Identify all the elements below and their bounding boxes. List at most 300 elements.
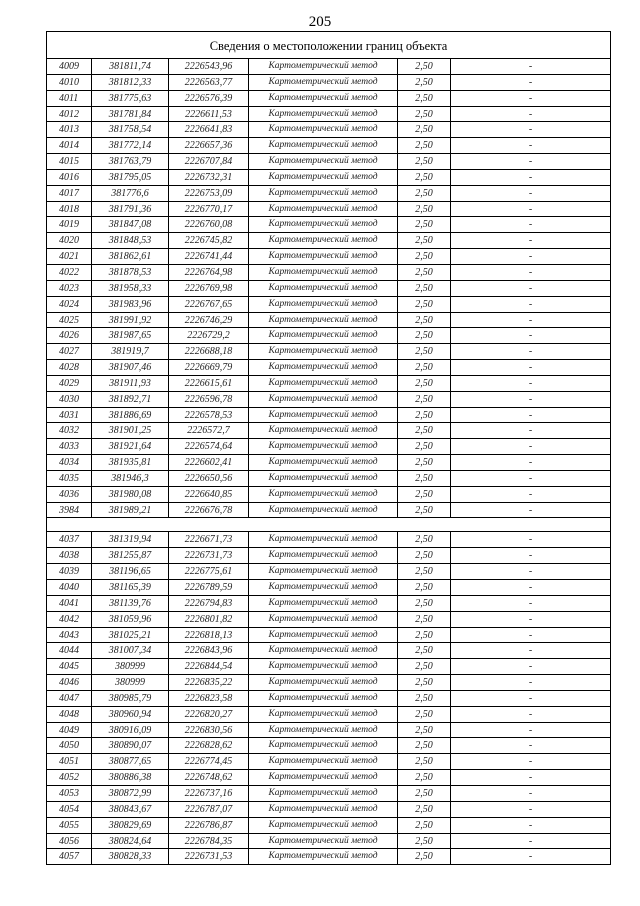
accuracy-cell: 2,50 xyxy=(398,612,451,627)
table-row xyxy=(47,91,610,107)
method-cell: Картометрический метод xyxy=(249,675,398,690)
table-row xyxy=(47,723,610,739)
method-cell: Картометрический метод xyxy=(249,328,398,343)
point-number-cell: 4034 xyxy=(47,455,92,470)
method-cell: Картометрический метод xyxy=(249,107,398,122)
method-cell: Картометрический метод xyxy=(249,849,398,864)
method-cell: Картометрический метод xyxy=(249,59,398,74)
accuracy-cell: 2,50 xyxy=(398,580,451,595)
table-row xyxy=(47,297,610,313)
point-number-cell: 4018 xyxy=(47,202,92,217)
x-coordinate-cell: 381763,79 xyxy=(92,154,169,169)
x-coordinate-cell: 381811,74 xyxy=(92,59,169,74)
accuracy-cell: 2,50 xyxy=(398,659,451,674)
y-coordinate-cell: 2226574,64 xyxy=(169,439,249,454)
point-number-cell: 4012 xyxy=(47,107,92,122)
x-coordinate-cell: 381848,53 xyxy=(92,233,169,248)
table-row xyxy=(47,59,610,75)
y-coordinate-cell: 2226753,09 xyxy=(169,186,249,201)
point-number-cell: 4046 xyxy=(47,675,92,690)
point-number-cell: 4030 xyxy=(47,392,92,407)
x-coordinate-cell: 381989,21 xyxy=(92,503,169,518)
y-coordinate-cell: 2226820,27 xyxy=(169,707,249,722)
x-coordinate-cell: 381886,69 xyxy=(92,408,169,423)
description-cell: - xyxy=(528,92,533,104)
accuracy-cell: 2,50 xyxy=(398,392,451,407)
x-coordinate-cell: 381059,96 xyxy=(92,612,169,627)
y-coordinate-cell: 2226787,07 xyxy=(169,802,249,817)
accuracy-cell: 2,50 xyxy=(398,834,451,849)
description-cell: - xyxy=(528,740,533,752)
accuracy-cell: 2,50 xyxy=(398,249,451,264)
table-body xyxy=(46,59,611,865)
table-row xyxy=(47,170,610,186)
point-number-cell: 4016 xyxy=(47,170,92,185)
accuracy-cell: 2,50 xyxy=(398,628,451,643)
x-coordinate-cell: 381025,21 xyxy=(92,628,169,643)
table-row xyxy=(47,455,610,471)
accuracy-cell: 2,50 xyxy=(398,455,451,470)
y-coordinate-cell: 2226543,96 xyxy=(169,59,249,74)
y-coordinate-cell: 2226748,62 xyxy=(169,770,249,785)
y-coordinate-cell: 2226737,16 xyxy=(169,786,249,801)
x-coordinate-cell: 381991,92 xyxy=(92,313,169,328)
method-cell: Картометрический метод xyxy=(249,612,398,627)
x-coordinate-cell: 381772,14 xyxy=(92,138,169,153)
table-row xyxy=(47,249,610,265)
accuracy-cell: 2,50 xyxy=(398,770,451,785)
method-cell: Картометрический метод xyxy=(249,596,398,611)
accuracy-cell: 2,50 xyxy=(398,802,451,817)
point-number-cell: 3984 xyxy=(47,503,92,518)
accuracy-cell: 2,50 xyxy=(398,138,451,153)
point-number-cell: 4027 xyxy=(47,344,92,359)
accuracy-cell: 2,50 xyxy=(398,675,451,690)
point-number-cell: 4052 xyxy=(47,770,92,785)
y-coordinate-cell: 2226657,36 xyxy=(169,138,249,153)
method-cell: Картометрический метод xyxy=(249,455,398,470)
description-cell: - xyxy=(528,692,533,704)
method-cell: Картометрический метод xyxy=(249,138,398,153)
method-cell: Картометрический метод xyxy=(249,233,398,248)
point-number-cell: 4050 xyxy=(47,738,92,753)
x-coordinate-cell: 381781,84 xyxy=(92,107,169,122)
table-row xyxy=(47,849,610,865)
description-cell: - xyxy=(528,330,533,342)
description-cell: - xyxy=(528,550,533,562)
point-number-cell: 4048 xyxy=(47,707,92,722)
accuracy-cell: 2,50 xyxy=(398,503,451,518)
description-cell: - xyxy=(528,156,533,168)
description-cell: - xyxy=(528,534,533,546)
table-row xyxy=(47,107,610,123)
description-cell: - xyxy=(528,441,533,453)
x-coordinate-cell: 380960,94 xyxy=(92,707,169,722)
description-cell: - xyxy=(528,645,533,657)
description-cell: - xyxy=(528,108,533,120)
y-coordinate-cell: 2226770,17 xyxy=(169,202,249,217)
accuracy-cell: 2,50 xyxy=(398,532,451,547)
table-row xyxy=(47,487,610,503)
x-coordinate-cell: 380916,09 xyxy=(92,723,169,738)
description-cell: - xyxy=(528,140,533,152)
method-cell: Картометрический метод xyxy=(249,770,398,785)
accuracy-cell: 2,50 xyxy=(398,170,451,185)
description-cell: - xyxy=(528,787,533,799)
accuracy-cell: 2,50 xyxy=(398,233,451,248)
method-cell: Картометрический метод xyxy=(249,818,398,833)
accuracy-cell: 2,50 xyxy=(398,217,451,232)
method-cell: Картометрический метод xyxy=(249,313,398,328)
y-coordinate-cell: 2226572,7 xyxy=(169,423,249,438)
accuracy-cell: 2,50 xyxy=(398,360,451,375)
x-coordinate-cell: 381983,96 xyxy=(92,297,169,312)
method-cell: Картометрический метод xyxy=(249,408,398,423)
point-number-cell: 4039 xyxy=(47,564,92,579)
x-coordinate-cell: 381892,71 xyxy=(92,392,169,407)
y-coordinate-cell: 2226844,54 xyxy=(169,659,249,674)
table-row xyxy=(47,580,610,596)
point-number-cell: 4036 xyxy=(47,487,92,502)
x-coordinate-cell: 380877,65 xyxy=(92,754,169,769)
accuracy-cell: 2,50 xyxy=(398,281,451,296)
point-number-cell: 4041 xyxy=(47,596,92,611)
table-row xyxy=(47,707,610,723)
table-row xyxy=(47,154,610,170)
table-row xyxy=(47,217,610,233)
y-coordinate-cell: 2226774,45 xyxy=(169,754,249,769)
point-number-cell: 4035 xyxy=(47,471,92,486)
description-cell: - xyxy=(528,282,533,294)
x-coordinate-cell: 381319,94 xyxy=(92,532,169,547)
accuracy-cell: 2,50 xyxy=(398,91,451,106)
accuracy-cell: 2,50 xyxy=(398,691,451,706)
accuracy-cell: 2,50 xyxy=(398,471,451,486)
table-row xyxy=(47,281,610,297)
x-coordinate-cell: 381196,65 xyxy=(92,564,169,579)
table-row xyxy=(47,503,610,519)
description-cell: - xyxy=(528,187,533,199)
method-cell: Картометрический метод xyxy=(249,344,398,359)
description-cell: - xyxy=(528,377,533,389)
point-number-cell: 4010 xyxy=(47,75,92,90)
y-coordinate-cell: 2226786,87 xyxy=(169,818,249,833)
table-row xyxy=(47,818,610,834)
description-cell: - xyxy=(528,251,533,263)
y-coordinate-cell: 2226828,62 xyxy=(169,738,249,753)
description-cell: - xyxy=(528,803,533,815)
method-cell: Картометрический метод xyxy=(249,643,398,658)
x-coordinate-cell: 381980,08 xyxy=(92,487,169,502)
accuracy-cell: 2,50 xyxy=(398,107,451,122)
x-coordinate-cell: 381935,81 xyxy=(92,455,169,470)
point-number-cell: 4056 xyxy=(47,834,92,849)
method-cell: Картометрический метод xyxy=(249,217,398,232)
point-number-cell: 4031 xyxy=(47,408,92,423)
x-coordinate-cell: 381901,25 xyxy=(92,423,169,438)
accuracy-cell: 2,50 xyxy=(398,596,451,611)
x-coordinate-cell: 381812,33 xyxy=(92,75,169,90)
y-coordinate-cell: 2226746,29 xyxy=(169,313,249,328)
table-row xyxy=(47,344,610,360)
page-number: 205 xyxy=(308,14,332,30)
point-number-cell: 4019 xyxy=(47,217,92,232)
x-coordinate-cell: 381165,39 xyxy=(92,580,169,595)
y-coordinate-cell: 2226731,73 xyxy=(169,548,249,563)
x-coordinate-cell: 380843,67 xyxy=(92,802,169,817)
point-number-cell: 4009 xyxy=(47,59,92,74)
y-coordinate-cell: 2226764,98 xyxy=(169,265,249,280)
point-number-cell: 4057 xyxy=(47,849,92,864)
accuracy-cell: 2,50 xyxy=(398,643,451,658)
x-coordinate-cell: 380872,99 xyxy=(92,786,169,801)
table-row xyxy=(47,548,610,564)
table-row xyxy=(47,439,610,455)
x-coordinate-cell: 381139,76 xyxy=(92,596,169,611)
point-number-cell: 4055 xyxy=(47,818,92,833)
x-coordinate-cell: 381758,54 xyxy=(92,122,169,137)
method-cell: Картометрический метод xyxy=(249,564,398,579)
y-coordinate-cell: 2226731,53 xyxy=(169,849,249,864)
point-number-cell: 4032 xyxy=(47,423,92,438)
y-coordinate-cell: 2226745,82 xyxy=(169,233,249,248)
y-coordinate-cell: 2226596,78 xyxy=(169,392,249,407)
table-row xyxy=(47,423,610,439)
method-cell: Картометрический метод xyxy=(249,786,398,801)
accuracy-cell: 2,50 xyxy=(398,265,451,280)
point-number-cell: 4015 xyxy=(47,154,92,169)
method-cell: Картометрический метод xyxy=(249,392,398,407)
x-coordinate-cell: 381921,64 xyxy=(92,439,169,454)
accuracy-cell: 2,50 xyxy=(398,75,451,90)
table-row xyxy=(47,186,610,202)
y-coordinate-cell: 2226676,78 xyxy=(169,503,249,518)
description-cell: - xyxy=(528,393,533,405)
point-number-cell: 4021 xyxy=(47,249,92,264)
method-cell: Картометрический метод xyxy=(249,439,398,454)
description-cell: - xyxy=(528,851,533,863)
table-row xyxy=(47,628,610,644)
method-cell: Картометрический метод xyxy=(249,754,398,769)
point-number-cell: 4014 xyxy=(47,138,92,153)
x-coordinate-cell: 381946,3 xyxy=(92,471,169,486)
description-cell: - xyxy=(528,661,533,673)
table-row xyxy=(47,659,610,675)
method-cell: Картометрический метод xyxy=(249,503,398,518)
method-cell: Картометрический метод xyxy=(249,532,398,547)
description-cell: - xyxy=(528,613,533,625)
point-number-cell: 4037 xyxy=(47,532,92,547)
accuracy-cell: 2,50 xyxy=(398,564,451,579)
point-number-cell: 4049 xyxy=(47,723,92,738)
y-coordinate-cell: 2226784,35 xyxy=(169,834,249,849)
description-cell: - xyxy=(528,756,533,768)
method-cell: Картометрический метод xyxy=(249,249,398,264)
x-coordinate-cell: 381776,6 xyxy=(92,186,169,201)
table-row xyxy=(47,313,610,329)
description-cell: - xyxy=(528,504,533,516)
table-row xyxy=(47,532,610,548)
point-number-cell: 4051 xyxy=(47,754,92,769)
description-cell: - xyxy=(528,362,533,374)
accuracy-cell: 2,50 xyxy=(398,376,451,391)
accuracy-cell: 2,50 xyxy=(398,849,451,864)
accuracy-cell: 2,50 xyxy=(398,723,451,738)
description-cell: - xyxy=(528,819,533,831)
method-cell: Картометрический метод xyxy=(249,154,398,169)
table-row xyxy=(47,834,610,850)
description-cell: - xyxy=(528,219,533,231)
point-number-cell: 4042 xyxy=(47,612,92,627)
table-row xyxy=(47,408,610,424)
y-coordinate-cell: 2226640,85 xyxy=(169,487,249,502)
x-coordinate-cell: 381987,65 xyxy=(92,328,169,343)
description-cell: - xyxy=(528,488,533,500)
x-coordinate-cell: 380890,07 xyxy=(92,738,169,753)
y-coordinate-cell: 2226775,61 xyxy=(169,564,249,579)
x-coordinate-cell: 381862,61 xyxy=(92,249,169,264)
accuracy-cell: 2,50 xyxy=(398,786,451,801)
accuracy-cell: 2,50 xyxy=(398,738,451,753)
point-number-cell: 4017 xyxy=(47,186,92,201)
boundary-coordinates-table xyxy=(46,31,611,865)
accuracy-cell: 2,50 xyxy=(398,344,451,359)
accuracy-cell: 2,50 xyxy=(398,154,451,169)
description-cell: - xyxy=(528,171,533,183)
y-coordinate-cell: 2226823,58 xyxy=(169,691,249,706)
description-cell: - xyxy=(528,724,533,736)
point-number-cell: 4053 xyxy=(47,786,92,801)
point-number-cell: 4026 xyxy=(47,328,92,343)
x-coordinate-cell: 380999 xyxy=(92,675,169,690)
method-cell: Картометрический метод xyxy=(249,548,398,563)
y-coordinate-cell: 2226576,39 xyxy=(169,91,249,106)
method-cell: Картометрический метод xyxy=(249,691,398,706)
point-number-cell: 4047 xyxy=(47,691,92,706)
method-cell: Картометрический метод xyxy=(249,580,398,595)
method-cell: Картометрический метод xyxy=(249,265,398,280)
point-number-cell: 4011 xyxy=(47,91,92,106)
point-number-cell: 4013 xyxy=(47,122,92,137)
x-coordinate-cell: 380886,38 xyxy=(92,770,169,785)
accuracy-cell: 2,50 xyxy=(398,707,451,722)
accuracy-cell: 2,50 xyxy=(398,439,451,454)
y-coordinate-cell: 2226769,98 xyxy=(169,281,249,296)
x-coordinate-cell: 381911,93 xyxy=(92,376,169,391)
y-coordinate-cell: 2226671,73 xyxy=(169,532,249,547)
description-cell: - xyxy=(528,677,533,689)
method-cell: Картометрический метод xyxy=(249,423,398,438)
table-row xyxy=(47,122,610,138)
table-title: Сведения о местоположении границ объекта xyxy=(46,31,611,59)
table-row xyxy=(47,328,610,344)
point-number-cell: 4025 xyxy=(47,313,92,328)
accuracy-cell: 2,50 xyxy=(398,59,451,74)
method-cell: Картометрический метод xyxy=(249,628,398,643)
method-cell: Картометрический метод xyxy=(249,723,398,738)
x-coordinate-cell: 381791,36 xyxy=(92,202,169,217)
description-cell: - xyxy=(528,266,533,278)
description-cell: - xyxy=(528,409,533,421)
description-cell: - xyxy=(528,835,533,847)
accuracy-cell: 2,50 xyxy=(398,313,451,328)
x-coordinate-cell: 380824,64 xyxy=(92,834,169,849)
accuracy-cell: 2,50 xyxy=(398,328,451,343)
x-coordinate-cell: 381958,33 xyxy=(92,281,169,296)
table-row xyxy=(47,691,610,707)
point-number-cell: 4020 xyxy=(47,233,92,248)
description-cell: - xyxy=(528,597,533,609)
description-cell: - xyxy=(528,61,533,72)
table-row xyxy=(47,376,610,392)
x-coordinate-cell: 381775,63 xyxy=(92,91,169,106)
table-row xyxy=(47,265,610,281)
y-coordinate-cell: 2226669,79 xyxy=(169,360,249,375)
method-cell: Картометрический метод xyxy=(249,122,398,137)
x-coordinate-cell: 381878,53 xyxy=(92,265,169,280)
method-cell: Картометрический метод xyxy=(249,802,398,817)
method-cell: Картометрический метод xyxy=(249,487,398,502)
method-cell: Картометрический метод xyxy=(249,834,398,849)
point-number-cell: 4038 xyxy=(47,548,92,563)
table-row xyxy=(47,612,610,628)
table-row xyxy=(47,392,610,408)
method-cell: Картометрический метод xyxy=(249,281,398,296)
table-row xyxy=(47,770,610,786)
method-cell: Картометрический метод xyxy=(249,170,398,185)
method-cell: Картометрический метод xyxy=(249,738,398,753)
y-coordinate-cell: 2226830,56 xyxy=(169,723,249,738)
x-coordinate-cell: 380999 xyxy=(92,659,169,674)
point-number-cell: 4054 xyxy=(47,802,92,817)
y-coordinate-cell: 2226611,53 xyxy=(169,107,249,122)
table-row xyxy=(47,786,610,802)
x-coordinate-cell: 381795,05 xyxy=(92,170,169,185)
point-number-cell: 4024 xyxy=(47,297,92,312)
point-number-cell: 4022 xyxy=(47,265,92,280)
accuracy-cell: 2,50 xyxy=(398,297,451,312)
x-coordinate-cell: 381847,08 xyxy=(92,217,169,232)
point-number-cell: 4040 xyxy=(47,580,92,595)
y-coordinate-cell: 2226650,56 xyxy=(169,471,249,486)
description-cell: - xyxy=(528,124,533,136)
y-coordinate-cell: 2226729,2 xyxy=(169,328,249,343)
y-coordinate-cell: 2226578,53 xyxy=(169,408,249,423)
method-cell: Картометрический метод xyxy=(249,75,398,90)
table-row xyxy=(47,643,610,659)
x-coordinate-cell: 380985,79 xyxy=(92,691,169,706)
y-coordinate-cell: 2226602,41 xyxy=(169,455,249,470)
method-cell: Картометрический метод xyxy=(249,202,398,217)
table-row xyxy=(47,738,610,754)
x-coordinate-cell: 381919,7 xyxy=(92,344,169,359)
description-cell: - xyxy=(528,203,533,215)
accuracy-cell: 2,50 xyxy=(398,186,451,201)
method-cell: Картометрический метод xyxy=(249,360,398,375)
accuracy-cell: 2,50 xyxy=(398,754,451,769)
y-coordinate-cell: 2226707,84 xyxy=(169,154,249,169)
point-number-cell: 4045 xyxy=(47,659,92,674)
table-row xyxy=(47,471,610,487)
method-cell: Картометрический метод xyxy=(249,707,398,722)
y-coordinate-cell: 2226688,18 xyxy=(169,344,249,359)
point-number-cell: 4023 xyxy=(47,281,92,296)
description-cell: - xyxy=(528,772,533,784)
y-coordinate-cell: 2226801,82 xyxy=(169,612,249,627)
accuracy-cell: 2,50 xyxy=(398,202,451,217)
description-cell: - xyxy=(528,425,533,437)
method-cell: Картометрический метод xyxy=(249,471,398,486)
